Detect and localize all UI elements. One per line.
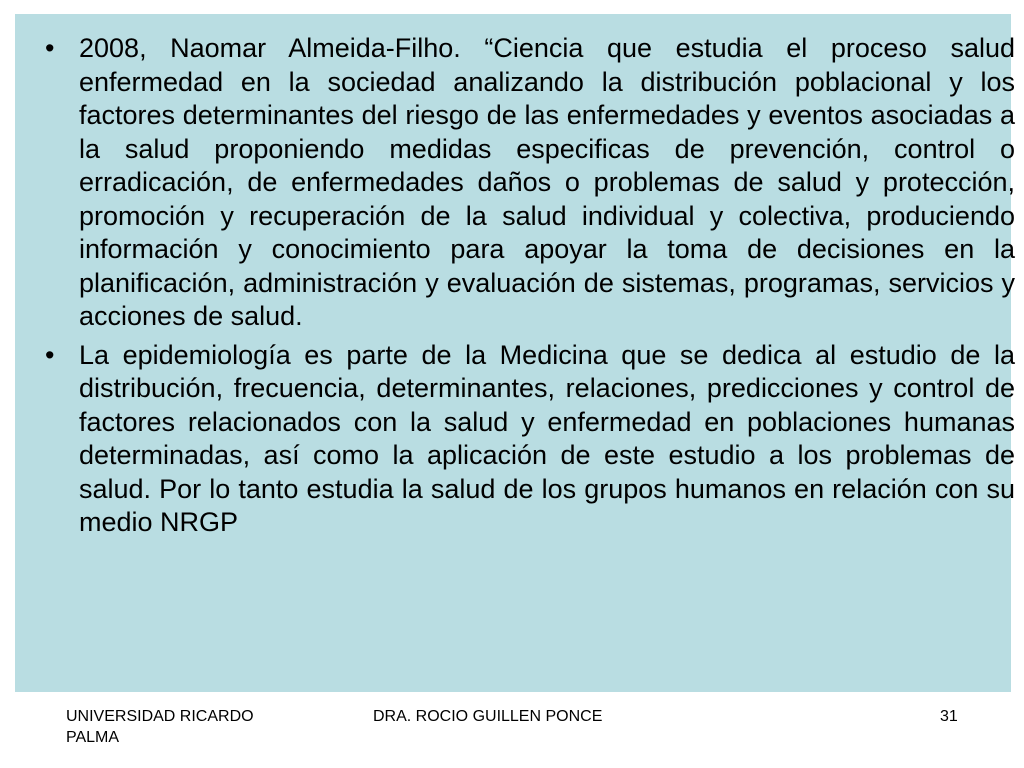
footer-page-number: 31 [940, 708, 958, 725]
bullet-text: 2008, Naomar Almeida-Filho. “Ciencia que estudia el proceso salud enfermedad en la sociedad analizando la distribución poblacional y los factores determinantes del riesgo de las enfermedades y eventos asociadas a la salud proponiendo medidas especificas de prevención, control o erradicación, de enfermedades daños o problemas de salud y protección, promoción y recuperación de la salud individual y colectiva, produciendo información y conocimiento para apoyar la toma de decisiones en la planificación, administración y evaluación de sistemas, programas, servicios y acciones de salud. [79, 33, 1015, 331]
bullet-text: La epidemiología es parte de la Medicina que se dedica al estudio de la distribución, frecuencia, determinantes, relaciones, predicciones y control de factores relacionados con la salud y enfermedad en poblaciones humanas determinadas, así como la aplicación de este estudio a los problemas de salud. Por lo tanto estudia la salud de los grupos humanos en relación con su medio NRGP [79, 339, 1015, 537]
bullet-item-epidemiology [45, 339, 1015, 540]
footer-author: DRA. ROCIO GUILLEN PONCE [373, 708, 603, 725]
bullet-marker: • [45, 339, 55, 370]
slide-content-panel [15, 14, 1015, 692]
slide-footer [0, 706, 1024, 766]
bullet-item-definition [45, 32, 1015, 334]
bullet-list [45, 32, 1015, 545]
footer-institution: UNIVERSIDAD RICARDO PALMA [66, 708, 254, 746]
bullet-marker: • [45, 33, 55, 63]
